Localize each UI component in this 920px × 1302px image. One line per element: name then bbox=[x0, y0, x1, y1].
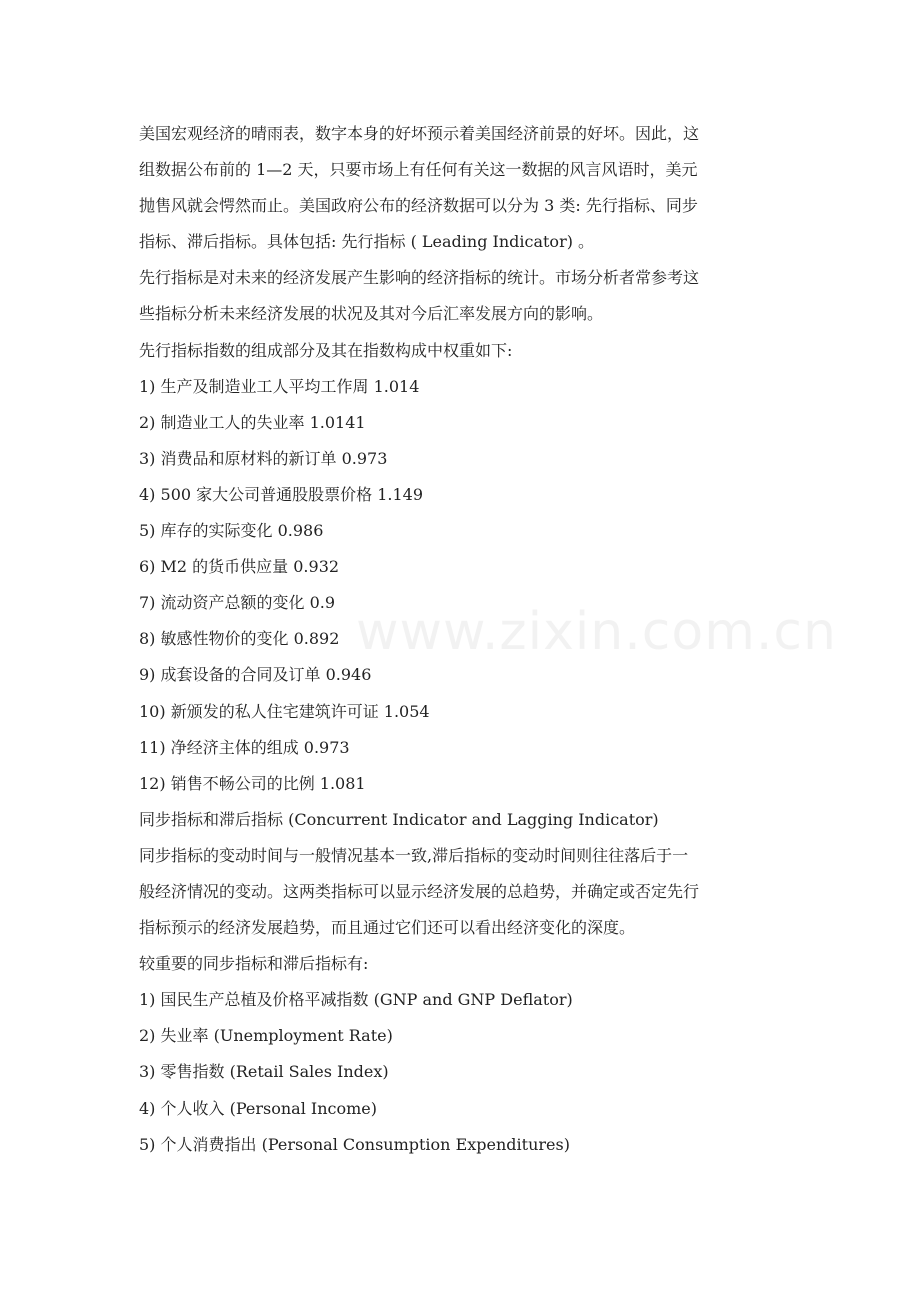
intro-line-1: 美国宏观经济的晴雨表，数字本身的好坏预示着美国经济前景的好坏。因此，这 bbox=[139, 124, 700, 143]
leading-definition-line-2: 些指标分析未来经济发展的状况及其对今后汇率发展方向的影响。 bbox=[139, 304, 604, 324]
leading-item-7: 7) 流动资产总额的变化 0.9 bbox=[139, 593, 336, 613]
intro-line-2: 组数据公布前的 1—2 天，只要市场上有任何有关这一数据的风言风语时，美元 bbox=[139, 160, 698, 180]
concurrent-item-1: 1) 国民生产总植及价格平减指数 (GNP and GNP Deflator) bbox=[139, 990, 573, 1010]
leading-item-8: 8) 敏感性物价的变化 0.892 bbox=[139, 629, 340, 649]
leading-item-1: 1) 生产及制造业工人平均工作周 1.014 bbox=[139, 376, 420, 396]
leading-item-11: 11) 净经济主体的组成 0.973 bbox=[139, 737, 350, 757]
concurrent-definition-line-3: 指标预示的经济发展趋势，而且通过它们还可以看出经济变化的深度。 bbox=[139, 918, 636, 938]
leading-item-2: 2) 制造业工人的失业率 1.0141 bbox=[139, 412, 366, 432]
intro-line-3: 抛售风就会愕然而止。美国政府公布的经济数据可以分为 3 类: 先行指标、同步 bbox=[139, 196, 698, 216]
concurrent-item-2: 2) 失业率 (Unemployment Rate) bbox=[139, 1026, 393, 1046]
leading-definition-line-1: 先行指标是对未来的经济发展产生影响的经济指标的统计。市场分析者常参考这 bbox=[139, 268, 700, 288]
concurrent-definition-line-2: 般经济情况的变动。这两类指标可以显示经济发展的总趋势，并确定或否定先行 bbox=[139, 881, 700, 901]
leading-components-heading: 先行指标指数的组成部分及其在指数构成中权重如下: bbox=[139, 340, 513, 360]
intro-line-4: 指标、滞后指标。具体包括: 先行指标 ( Leading Indicator) 。 bbox=[139, 232, 595, 252]
concurrent-definition-line-1: 同步指标的变动时间与一般情况基本一致,滞后指标的变动时间则往往落后于一 bbox=[139, 845, 689, 865]
concurrent-item-4: 4) 个人收入 (Personal Income) bbox=[139, 1098, 377, 1118]
document-body bbox=[139, 116, 784, 1163]
leading-item-3: 3) 消费品和原材料的新订单 0.973 bbox=[139, 448, 388, 468]
important-indicators-heading: 较重要的同步指标和滞后指标有: bbox=[139, 954, 369, 974]
leading-item-5: 5) 库存的实际变化 0.986 bbox=[139, 521, 324, 541]
leading-item-9: 9) 成套设备的合同及订单 0.946 bbox=[139, 665, 372, 685]
leading-item-12: 12) 销售不畅公司的比例 1.081 bbox=[139, 773, 366, 793]
concurrent-item-3: 3) 零售指数 (Retail Sales Index) bbox=[139, 1062, 389, 1082]
leading-item-4: 4) 500 家大公司普通股股票价格 1.149 bbox=[139, 484, 424, 504]
leading-item-6: 6) M2 的货币供应量 0.932 bbox=[139, 557, 340, 577]
leading-item-10: 10) 新颁发的私人住宅建筑许可证 1.054 bbox=[139, 701, 430, 721]
concurrent-item-5: 5) 个人消费指出 (Personal Consumption Expenditures) bbox=[139, 1134, 570, 1154]
watermark: www.zixin.com.cn bbox=[356, 602, 837, 662]
concurrent-lagging-heading: 同步指标和滞后指标 (Concurrent Indicator and Lagging Indicator) bbox=[139, 809, 659, 829]
